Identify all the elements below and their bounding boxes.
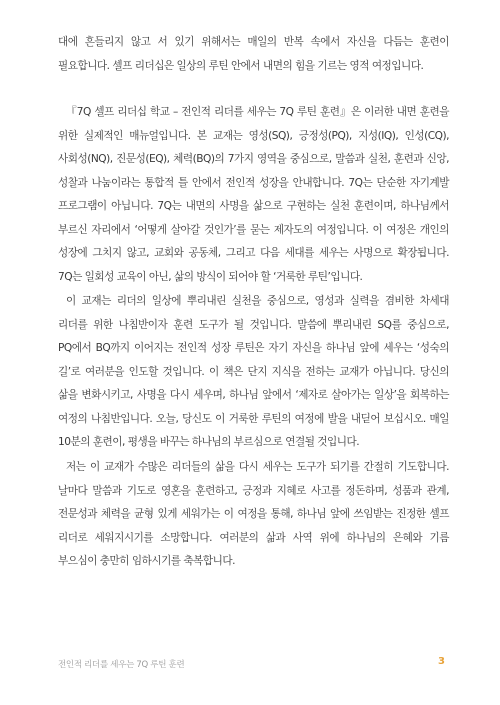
body-paragraph-4: 저는 이 교재가 수많은 리더들의 삶을 다시 세우는 도구가 되기를 간절히 기도합니다. 날마다 말씀과 기도로 영혼을 훈련하고, 긍정과 지혜로 사고를 정돈하며, 성품과 관계, 전문성과 체력을 균형 있게 세워가는 이 여정을 통해, 하나님 앞에 쓰임받는 진정한 셀프 리더로 세워지시기를 소망합니다. 여러분의 삶과 사역 위에 하나님의 은혜와 기름 부으심이 충만히 임하시기를 축복합니다. bbox=[58, 461, 449, 567]
body-paragraph-2: 『7Q 셀프 리더십 학교 – 전인적 리더를 세우는 7Q 루틴 훈련』은 이러한 내면 훈련을 위한 실제적인 매뉴얼입니다. 본 교재는 영성(SQ), 긍정성(PQ), 지성(IQ), 인성(CQ), 사회성(NQ), 진문성(EQ), 체력(BQ)의 7가지 영역을 중심으로, 말씀과 실천, 훈련과 신앙, 성찰과 나눔이라는 통합적 틀 안에서 전인적 성장을 안내합니다. 7Q는 단순한 자기계발 프로그램이 아닙니다. 7Q는 내면의 사명을 삶으로 구현하는 실천 훈련이며, 하나님께서 부르신 자리에서 ‘어떻게 살아갈 것인가’를 묻는 제자도의 여정입니다. 이 여정은 개인의 성장에 그치지 않고, 교회와 공동체, 그리고 다음 세대를 세우는 사명으로 확장됩니다. 7Q는 일회성 교육이 아닌, 삶의 방식이 되어야 할 ‘거룩한 루틴’입니다. bbox=[58, 106, 449, 283]
page-number: 3 bbox=[438, 656, 445, 667]
body-paragraph-1: 대에 흔들리지 않고 서 있기 위해서는 매일의 반복 속에서 자신을 다듬는 훈련이 필요합니다. 셀프 리더십은 일상의 루틴 안에서 내면의 힘을 기르는 영적 여정입니다. bbox=[58, 36, 449, 72]
body-paragraph-3: 이 교재는 리더의 일상에 뿌리내린 실천을 중심으로, 영성과 실력을 겸비한 차세대 리더를 위한 나침반이자 훈련 도구가 될 것입니다. 말씀에 뿌리내린 SQ를 중심으로, PQ에서 BQ까지 이어지는 전인적 성장 루틴은 자기 자신을 하나님 앞에 세우는 ‘성숙의 길’로 여러분을 인도할 것입니다. 이 책은 단지 지식을 전하는 교재가 아닙니다. 당신의 삶을 변화시키고, 사명을 다시 세우며, 하나님 앞에서 ‘제자로 살아가는 일상’을 회복하는 여정의 나침반입니다. 오늘, 당신도 이 거룩한 루틴의 여정에 발을 내딛어 보십시오. 매일 10분의 훈련이, 평생을 바꾸는 하나님의 부르심으로 연결될 것입니다. bbox=[58, 295, 449, 448]
footer-book-title: 전인적 리더를 세우는 7Q 루틴 훈련 bbox=[58, 660, 185, 670]
